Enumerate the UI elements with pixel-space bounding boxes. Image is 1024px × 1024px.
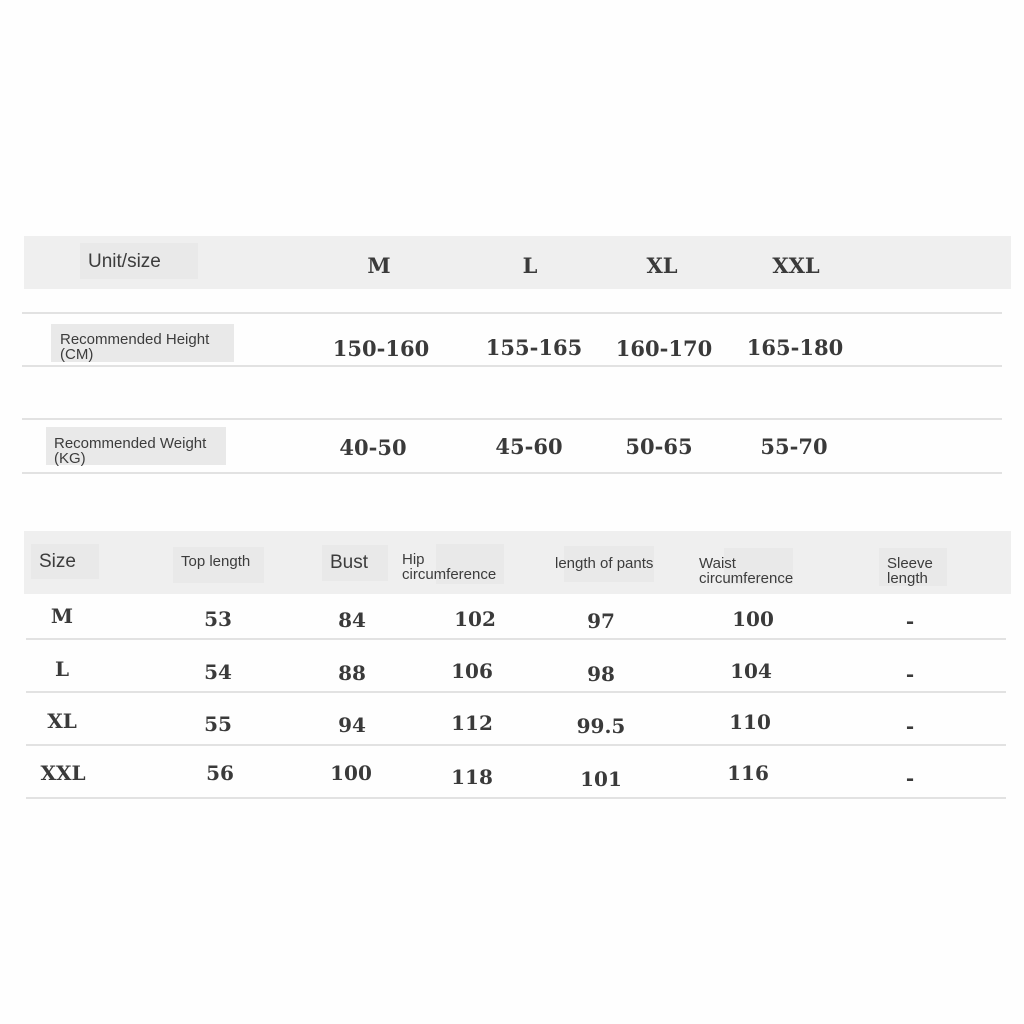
cell: 56: [206, 761, 234, 785]
size-col-xl: XL: [646, 253, 678, 278]
header-bust: Bust: [322, 545, 388, 581]
header-waist-circumference: Waist circumference: [699, 555, 794, 587]
cell: 106: [451, 659, 493, 683]
unit-size-label: Unit/size: [80, 243, 198, 279]
cell: 116: [727, 761, 769, 785]
divider: [22, 472, 1002, 474]
row-size-xxl: XXL: [40, 761, 86, 785]
cell: 104: [730, 659, 772, 683]
cell: 99.5: [576, 714, 626, 738]
header-sleeve-length: Sleeve length: [879, 548, 947, 586]
divider: [26, 797, 1006, 799]
cell: -: [905, 714, 915, 738]
weight-xl: 50-65: [625, 434, 693, 459]
divider: [22, 312, 1002, 314]
cell: 98: [587, 662, 615, 686]
header-top-length: Top length: [173, 547, 264, 583]
cell: -: [905, 766, 915, 790]
divider: [26, 744, 1006, 746]
header-length-of-pants: length of pants: [555, 555, 654, 572]
cell: 100: [330, 761, 372, 785]
cell: -: [905, 609, 915, 633]
cell: 53: [204, 607, 232, 631]
header-size: Size: [31, 544, 99, 579]
row-size-xl: XL: [47, 709, 77, 733]
size-col-l: L: [522, 253, 538, 278]
height-row-label: Recommended Height (CM): [51, 324, 234, 362]
height-l: 155-165: [485, 335, 583, 360]
divider: [26, 638, 1006, 640]
size-col-m: M: [367, 253, 391, 278]
cell: 97: [587, 609, 615, 633]
height-m: 150-160: [332, 336, 430, 361]
header-hip-circumference: Hip circumference: [402, 551, 497, 583]
cell: 100: [732, 607, 774, 631]
weight-l: 45-60: [495, 434, 563, 459]
cell: 54: [204, 660, 232, 684]
divider: [22, 418, 1002, 420]
cell: 101: [580, 767, 622, 791]
height-xxl: 165-180: [746, 335, 844, 360]
cell: 94: [338, 713, 366, 737]
size-col-xxl: XXL: [772, 253, 820, 278]
row-size-m: M: [50, 604, 74, 628]
cell: 102: [454, 607, 496, 631]
cell: 110: [729, 710, 771, 734]
height-xl: 160-170: [615, 336, 713, 361]
weight-m: 40-50: [339, 435, 407, 460]
weight-row-label: Recommended Weight (KG): [46, 427, 226, 465]
row-size-l: L: [54, 657, 70, 681]
cell: 55: [204, 712, 232, 736]
cell: 84: [338, 608, 366, 632]
cell: 88: [338, 661, 366, 685]
cell: 118: [451, 765, 493, 789]
weight-xxl: 55-70: [760, 434, 828, 459]
cell: 112: [451, 711, 493, 735]
divider: [22, 365, 1002, 367]
divider: [26, 691, 1006, 693]
cell: -: [905, 662, 915, 686]
